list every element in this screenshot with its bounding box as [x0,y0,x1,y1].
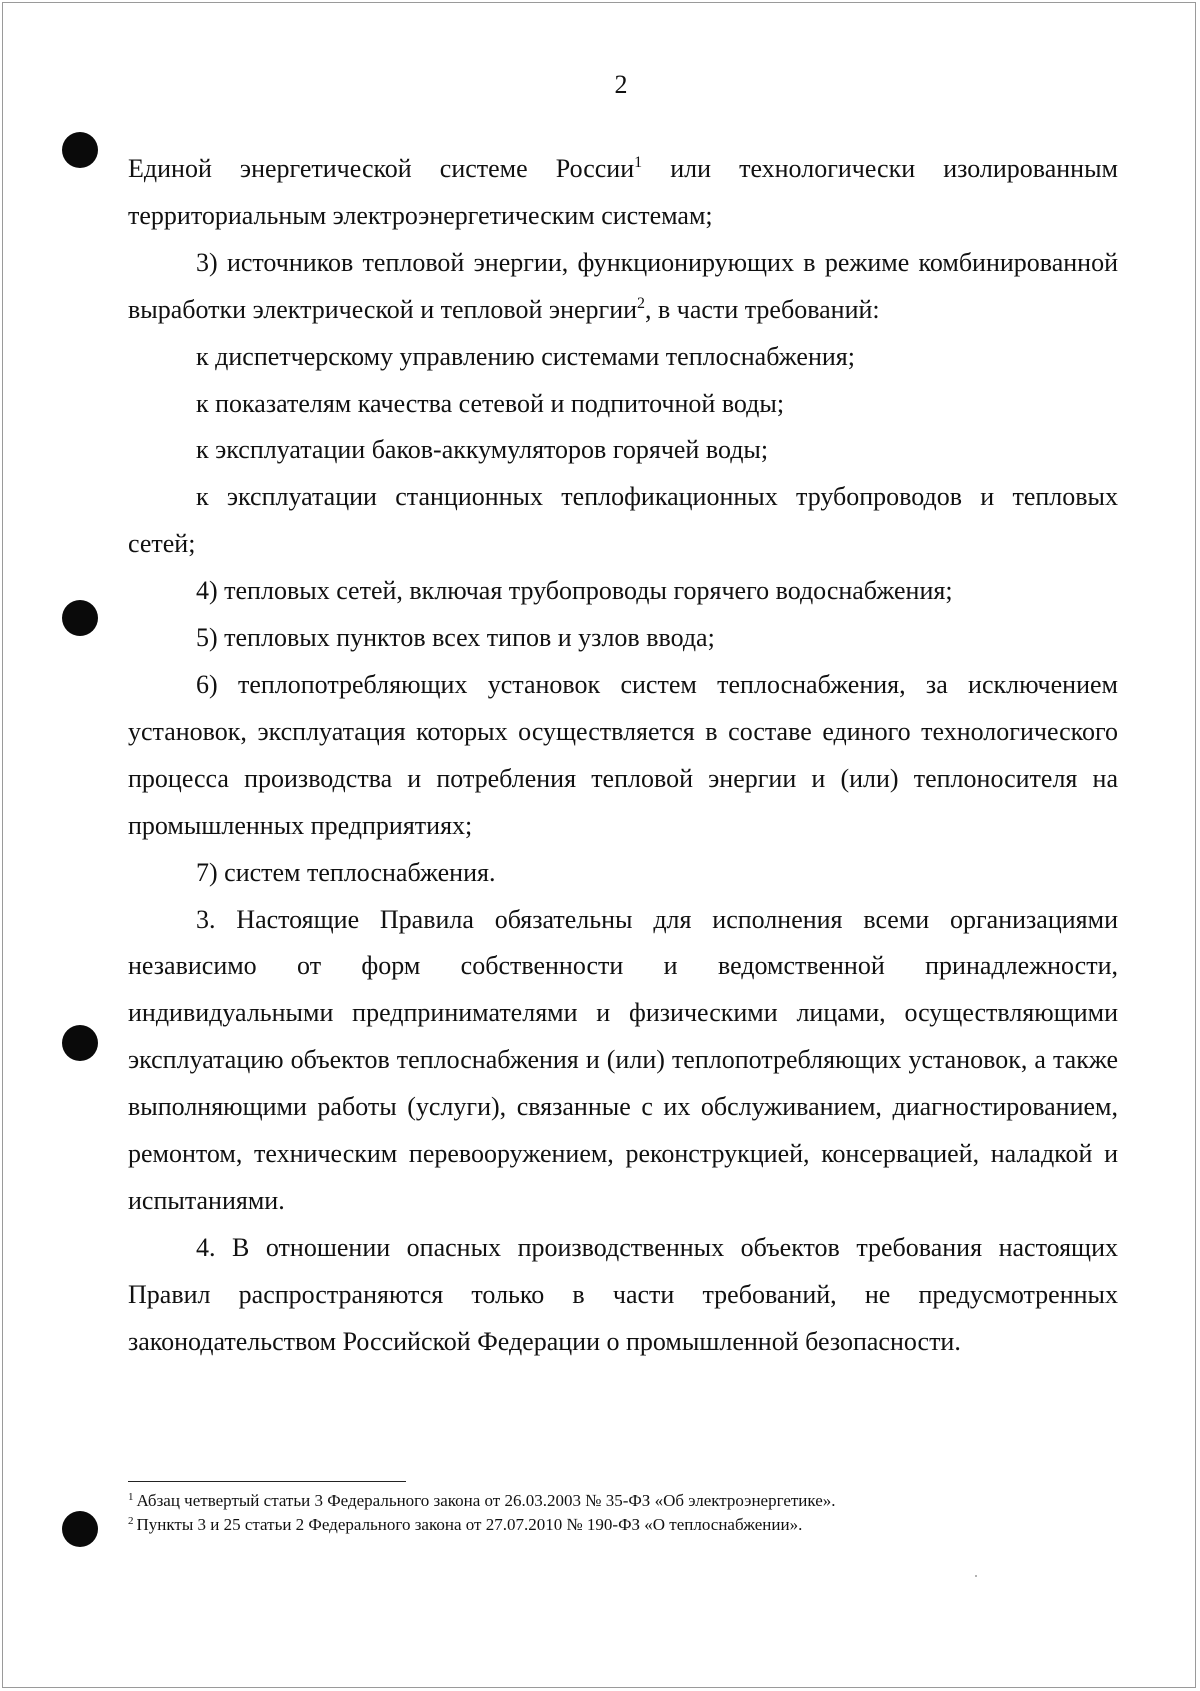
sub-item: к диспетчерскому управлению системами теплоснабжения; [196,341,855,371]
punch-hole-3 [62,1025,98,1061]
list-item [128,240,1118,334]
footnote-mark: 2 [128,1515,134,1527]
list-item: 5) тепловых пунктов всех типов и узлов ввода; [196,623,715,653]
footnote-text: Абзац четвертый статьи 3 Федерального закона от 26.03.2003 № 35-ФЗ «Об электроэнергетике». [136,1491,836,1510]
footnote-separator [128,1481,406,1482]
footnote-text: Пункты 3 и 25 статьи 2 Федерального закона от 27.07.2010 № 190-ФЗ «О теплоснабжении». [136,1515,803,1534]
sub-item: к показателям качества сетевой и подпиточной воды; [196,388,785,418]
document-body [128,146,1118,1366]
sub-item: к эксплуатации станционных теплофикационных трубопроводов и тепловых сетей; [128,482,1118,559]
paragraph-text: Единой энергетической системе России [128,154,635,183]
section-paragraph: 3. Настоящие Правила обязательны для исполнения всеми организациями независимо от форм собственности и ведомственной принадлежности, индивидуальными предпринимателями и физическими лицами, осуществляющими эксплуатацию объектов теплоснабжения и (или) теплопотребляющих установок, а также выполняющими работы (услуги), связанные с их обслуживанием, диагностированием, ремонтом, техническим перевооружением, реконструкцией, консервацией, наладкой и испытаниями. [128,904,1118,1215]
scan-speck [975,1575,977,1577]
sub-item: к эксплуатации баков-аккумуляторов горячей воды; [196,435,769,465]
page-number: 2 [614,70,628,99]
list-item: 7) систем теплоснабжения. [196,857,496,887]
list-item: 4) тепловых сетей, включая трубопроводы горячего водоснабжения; [196,576,953,606]
punch-hole-4 [62,1511,98,1547]
footnote-mark: 1 [128,1491,134,1503]
paragraph-text: 3) источников тепловой энергии, функционирующих в режиме комбинированной выработки электрической и тепловой энергии [128,247,1118,324]
paragraph-text: или технологически изолированным территориальным электроэнергетическим системам; [128,154,1118,230]
footnote-reference: 1 [634,154,643,171]
footnote-reference: 2 [637,294,646,312]
footnotes [128,1489,1118,1537]
footnote [128,1513,1118,1537]
list-item: 6) теплопотребляющих установок систем теплоснабжения, за исключением установок, эксплуатация которых осуществляется в составе единого технологического процесса производства и потребления тепловой энергии и (или) теплоносителя на промышленных предприятиях; [128,669,1118,840]
paragraph-text: , в части требований: [645,294,880,324]
punch-hole-2 [62,600,98,636]
paragraph [128,146,1118,240]
section-paragraph: 4. В отношении опасных производственных объектов требования настоящих Правил распространяются только в части требований, не предусмотренных законодательством Российской Федерации о промышленной безопасности. [128,1232,1118,1356]
punch-hole-1 [62,132,98,168]
footnote [128,1489,1118,1513]
